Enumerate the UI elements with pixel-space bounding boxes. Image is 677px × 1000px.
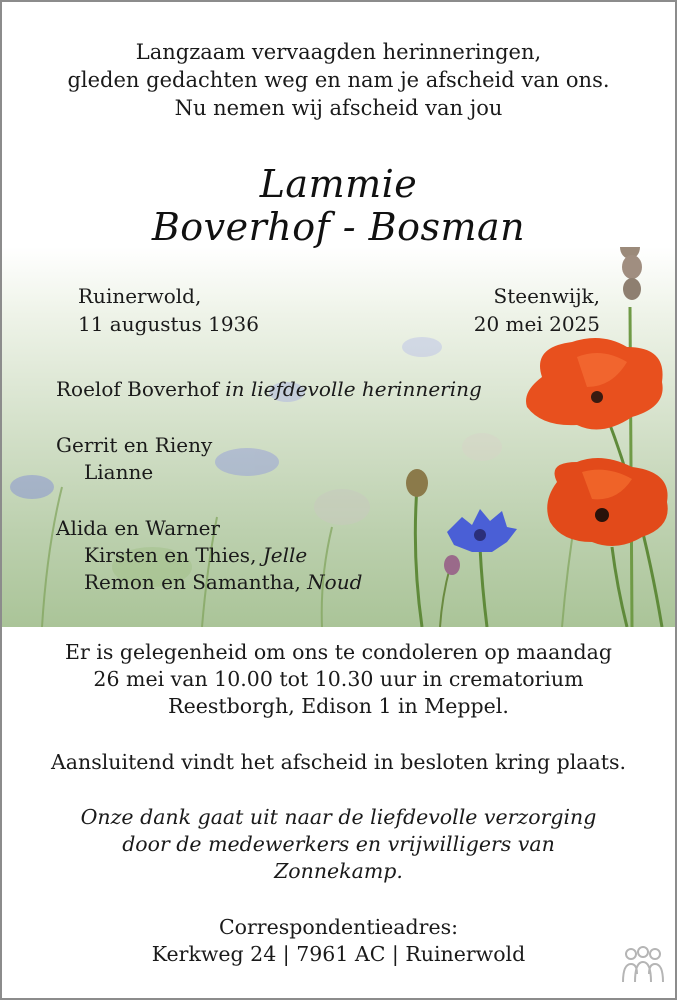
thanks-line: door de medewerkers en vrijwilligers van <box>122 832 555 856</box>
spouse-line <box>56 376 482 403</box>
farewell-note: Aansluitend vindt het afscheid in besloten kring plaats. <box>51 750 626 774</box>
thanks-line: Zonnekamp. <box>274 859 403 883</box>
spouse-name: Roelof Boverhof <box>56 377 219 401</box>
grandchild-line <box>56 569 362 596</box>
thanks-line: Onze dank gaat uit naar de liefdevolle verzorging <box>80 805 597 829</box>
great-grandchild-name: Noud <box>307 570 363 594</box>
condolence-line: Reestborgh, Edison 1 in Meppel. <box>168 694 509 718</box>
birth-date: 11 augustus 1936 <box>78 312 259 336</box>
grandchild-names: Lianne <box>84 460 154 484</box>
death-date: 20 mei 2025 <box>473 312 600 336</box>
family-group-1 <box>56 432 212 486</box>
birth-info <box>78 282 259 338</box>
poppy-flower <box>526 338 663 430</box>
deceased-surname: Boverhof - Bosman <box>151 205 526 249</box>
correspondence-label: Correspondentieadres: <box>218 915 459 939</box>
poem-line: Langzaam vervaagden herinneringen, <box>135 40 542 64</box>
poem-line: gleden gedachten weg en nam je afscheid van ons. <box>67 68 610 92</box>
death-place: Steenwijk, <box>493 284 600 308</box>
grandchild-line <box>56 542 362 569</box>
poem-line: Nu nemen wij afscheid van jou <box>174 96 503 120</box>
child-names: Alida en Warner <box>56 516 220 540</box>
correspondence-address: Kerkweg 24 | 7961 AC | Ruinerwold <box>151 942 526 966</box>
family-group-2 <box>56 515 362 596</box>
correspondence <box>2 914 675 968</box>
grandchild-names: Remon en Samantha, <box>84 570 301 594</box>
birth-place: Ruinerwold, <box>78 284 202 308</box>
condolence-line: 26 mei van 10.00 tot 10.30 uur in crematorium <box>93 667 584 691</box>
condolence-line: Er is gelegenheid om ons te condoleren op maandag <box>65 640 612 664</box>
people-icon <box>619 946 667 986</box>
great-grandchild-name: Jelle <box>262 543 308 567</box>
grandchild-names: Kirsten en Thies, <box>84 543 257 567</box>
deceased-first-name: Lammie <box>259 162 418 206</box>
death-info <box>474 282 600 338</box>
condolence-info <box>2 639 675 720</box>
child-names: Gerrit en Rieny <box>56 433 213 457</box>
poem <box>2 38 675 122</box>
poppy-flower <box>547 458 667 546</box>
spouse-note: in liefdevolle herinnering <box>225 377 482 401</box>
thanks-note <box>2 804 675 885</box>
seed-head <box>620 247 642 627</box>
